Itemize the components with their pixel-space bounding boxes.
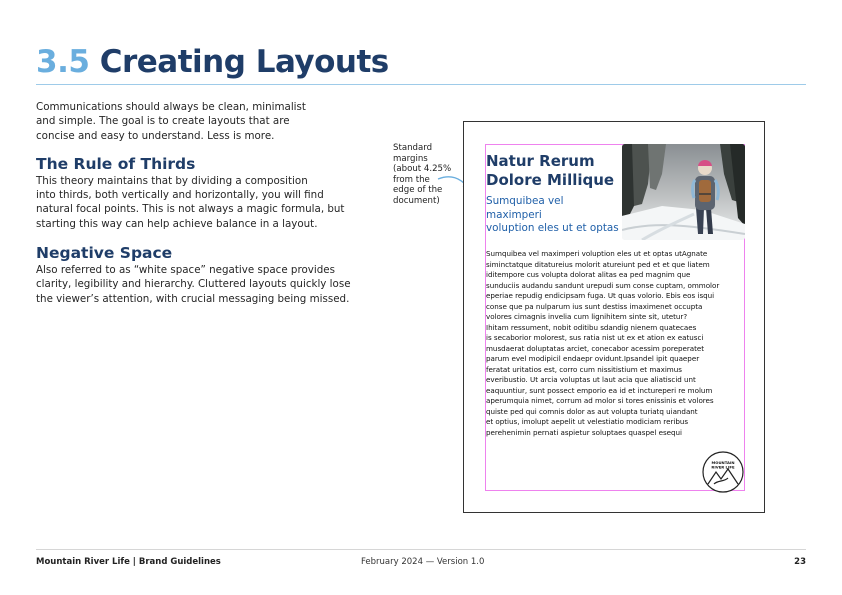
text-column (36, 100, 356, 306)
section-number: 3.5 (36, 44, 90, 80)
footer-date-version: February 2024 — Version 1.0 (361, 557, 485, 567)
intro-paragraph: Communications should always be clean, minimalist and simple. The goal is to create layouts that are concise and easy to understand. Less is more. (36, 101, 306, 142)
footer-brand: Mountain River Life | Brand Guidelines (36, 557, 221, 567)
negative-space-heading: Negative Space (36, 244, 173, 263)
sample-layout-document (463, 121, 765, 513)
svg-text:RIVER LIFE: RIVER LIFE (711, 464, 735, 470)
margin-annotation: Standard margins (about 4.25% from the edge of the document) (393, 143, 452, 206)
negative-space-paragraph: Also referred to as “white space” negative space provides clarity, legibility and hierarchy. Cluttered layouts quickly lose the viewer’s attention, with crucial messaging being missed. (36, 264, 351, 305)
hiker-photo (622, 144, 745, 240)
rule-of-thirds-heading: The Rule of Thirds (36, 154, 196, 173)
sample-subhead: Sumquibea vel maximperi voluption eles ut et optas (486, 195, 619, 234)
page-number: 23 (794, 557, 806, 567)
svg-text:MOUNTAIN: MOUNTAIN (711, 460, 735, 465)
footer-divider (36, 549, 806, 550)
page-title (36, 42, 389, 82)
section-title: Creating Layouts (99, 44, 389, 80)
title-divider (36, 84, 806, 85)
mountain-river-life-logo (702, 451, 744, 493)
sample-body-text: Sumquibea vel maximperi voluption eles ut et optas utAgnate siminctatque ditatureius molorit atureiunt ped et et que liatem iditempore cus volupta dolorat alitas ea ped magnim que sunduciis audandu sandunt urepudi sum conse cuptam, ommolor eperiae repudig endicipsam fuga. Ut quas volorio. Ebis eos isqui conse que pa nulparum ius sunt destiss imaximenet occupta volores cimagnis invelia cum lignihitem sinte sit, utetur? Ihitam ressument, nobit oditibu sdandig nienem quatecaes is secaborior molorest, sus ratia nist ut ex et ation ex eatusci musdaerat doluptatas arciet, conecabor acessim poreperatet parum evel modipicil endaepr ovidunt.Ipsandel ipit quaeper feratat uritatios est, corro cum nissitistium et maximus everibustio. Ut arcia voluptas ut laut acia que aliatiscid unt eaquuntiur, sunt possect emporio ea id et inctureperi re molum aperumquia nimet, corrum ad molor si tores enissinis et volores quiste ped qui comnis dolor as aut volupta turiatq uiandant et optius, imolupt aepelit ut velestiatio modiciam reribus perehenimin pernati aspietur soluptaes quaspel esequi (486, 249, 720, 437)
sample-headline: Natur Rerum Dolore Millique (486, 152, 615, 189)
rule-of-thirds-paragraph: This theory maintains that by dividing a composition into thirds, both vertically and horizontally, you will find natural focal points. This is not always a magic formula, but starting this way can help achieve balance in a layout. (36, 174, 345, 230)
